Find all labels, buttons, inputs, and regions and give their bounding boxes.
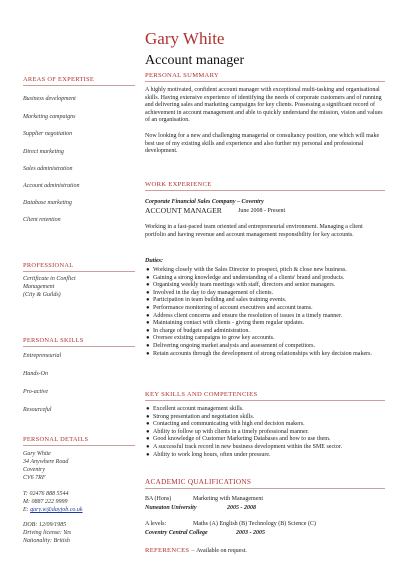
duty-item: ● Oversee existing campaigns to grow key accounts.: [146, 335, 275, 342]
bullet-icon: ●: [146, 443, 150, 450]
professional-line: Management: [23, 284, 55, 290]
expertise-item: Client retention: [23, 217, 61, 223]
bullet-icon: ●: [146, 312, 150, 319]
skill-item: Hands-On: [23, 371, 48, 377]
bullet-icon: ●: [146, 350, 150, 357]
position-title: ACCOUNT MANAGER: [145, 206, 222, 215]
divider: [145, 190, 385, 191]
divider: [23, 85, 135, 86]
expertise-item: Account administration: [23, 183, 80, 189]
candidate-name: Gary White: [145, 29, 225, 48]
experience-heading: WORK EXPERIENCE: [145, 181, 212, 188]
university: Nuneaton University: [145, 505, 197, 511]
skill-item: Entrepreneurial: [23, 353, 62, 359]
bullet-icon: ●: [146, 335, 150, 342]
alevels-label: A levels:: [145, 521, 167, 527]
duty-item: ● Working closely with the Sales Director to prospect, pitch & close new business.: [146, 267, 347, 273]
bullet-icon: ●: [146, 406, 150, 412]
bullet-icon: ●: [146, 320, 150, 327]
duty-item: ● Involved in the day to day management of clients.: [146, 289, 274, 296]
duty-item: ● In charge of budgets and administration.: [146, 327, 250, 334]
expertise-item: Marketing campaigns: [23, 114, 76, 120]
nationality: Nationality: British: [23, 538, 70, 544]
degree-row: [145, 496, 385, 504]
college-dates: 2003 - 2005: [236, 530, 265, 536]
bullet-icon: ●: [146, 436, 150, 443]
duty-item: ● Retain accounts through the development of strong relationships with key decision makers.: [146, 350, 372, 357]
divider: [145, 488, 385, 489]
skill-item: Pro-active: [23, 389, 49, 395]
bullet-icon: ●: [146, 274, 150, 281]
bullet-icon: ●: [146, 421, 150, 428]
duty-item: ● Participation in team building and sales training events.: [146, 297, 287, 304]
key-skills-heading: KEY SKILLS AND COMPETENCIES: [145, 391, 258, 398]
mobile: M: 0887 222 9999: [23, 499, 68, 505]
divider: [145, 400, 385, 401]
role-description: Working in a fast-paced team oriented and entrepreneurial environment. Managing a client portfolio and having revenue and account management responsibility for key accounts.: [145, 224, 363, 238]
alevels-row: [145, 521, 385, 529]
academic-heading: ACADEMIC QUALIFICATIONS: [145, 478, 252, 486]
degree-subject: Marketing with Management: [193, 496, 263, 502]
position-dates: June 2008 - Present: [238, 208, 286, 214]
duty-item: ● Delivering ongoing market analysis and assessment of competitors.: [146, 342, 315, 349]
divider: [145, 81, 385, 82]
duties-label: Duties:: [145, 258, 163, 264]
professional-heading: PROFESSIONAL: [23, 262, 74, 269]
summary-heading: PERSONAL SUMMARY: [145, 72, 219, 79]
bullet-icon: ●: [146, 451, 150, 458]
key-skill-item: ● Strong presentation and negotiation skills.: [146, 413, 255, 420]
duties-list: [145, 267, 385, 358]
bullet-icon: ●: [146, 297, 150, 304]
references-heading: REFERENCES –: [145, 547, 195, 554]
job-title: Account manager: [145, 53, 245, 68]
professional-line: Certificate in Conflict: [23, 276, 76, 282]
bullet-icon: ●: [146, 413, 150, 420]
duty-item: ● Gaining a strong knowledge and understanding of a clients' brand and products.: [146, 274, 345, 281]
position-row: [145, 207, 385, 215]
bullet-icon: ●: [146, 289, 150, 296]
expertise-item: Business development: [23, 96, 76, 102]
expertise-item: Database marketing: [23, 200, 72, 206]
college-row: [145, 530, 385, 538]
driving-license: Driving license: Yes: [23, 530, 72, 536]
address-line: Coventry: [23, 467, 45, 473]
bullet-icon: ●: [146, 342, 150, 349]
key-skill-item: ● Ability to follow up with clients in a timely professional manner.: [146, 428, 309, 435]
divider: [23, 346, 135, 347]
expertise-heading: AREAS OF EXPERTISE: [23, 76, 95, 83]
key-skills-list: [145, 406, 385, 459]
university-row: [145, 505, 385, 513]
bullet-icon: ●: [146, 327, 150, 334]
details-heading: PERSONAL DETAILS: [23, 436, 89, 443]
phone: T: 02476 888 5544: [23, 491, 69, 497]
bullet-icon: ●: [146, 304, 150, 311]
bullet-icon: ●: [146, 282, 150, 289]
skills-heading: PERSONAL SKILLS: [23, 337, 84, 344]
duty-item: ● Organising weekly team meetings with staff, directors and senior managers.: [146, 282, 336, 289]
email-link[interactable]: gary.w@dayjob.co.uk: [30, 507, 83, 513]
college: Coventry Central College: [145, 530, 208, 536]
duty-item: ● Address client concerns and ensure the resolution of issues in a timely manner.: [146, 312, 343, 319]
duty-item: ● Performance monitoring of account executives and account teams.: [146, 304, 313, 311]
expertise-item: Sales administration: [23, 166, 73, 172]
summary-paragraph: Now looking for a new and challenging managerial or consultancy position, one which will make best use of my existing skills and experience and also further my personal and professional development.: [145, 133, 380, 155]
references-row: [145, 547, 385, 556]
address-line: CV6 7RF: [23, 475, 46, 481]
references-text: Available on request.: [196, 548, 247, 554]
dob: DOB: 12/09/1985: [23, 522, 67, 528]
expertise-item: Direct marketing: [23, 149, 64, 155]
professional-line: (City & Guilds): [23, 292, 61, 298]
expertise-item: Supplier negotiation: [23, 131, 73, 137]
key-skill-item: ● A successful track record in new business development within the SME sector.: [146, 443, 342, 450]
address-line: Gary White: [23, 451, 51, 457]
summary-paragraph: A highly motivated, confident account manager with exceptional multi-tasking and organisational skills. Having extensive experience of identifying the needs of corporate customers and of running and delivering sales and marketing campaigns for key clients. Possessing a significant record of achievement in account management and able to quickly understand the mission, vision and values of an organisation.: [145, 87, 383, 124]
degree: BA (Hons): [145, 496, 172, 502]
divider: [23, 445, 135, 446]
key-skill-item: ● Contacting and communicating with high end decision makers.: [146, 421, 305, 428]
bullet-icon: ●: [146, 428, 150, 435]
university-dates: 2005 - 2008: [227, 505, 256, 511]
divider: [23, 271, 135, 272]
key-skill-item: ● Excellent account management skills.: [146, 406, 244, 412]
alevels-subjects: Maths (A) English (B) Technology (B) Science (C): [193, 521, 316, 527]
duty-item: ● Maintaining contact with clients - giving them regular updates.: [146, 320, 305, 327]
company-name: Corporate Financial Sales Company – Coventry: [145, 199, 264, 205]
address-line: 34 Anywhere Road: [23, 459, 69, 465]
email-prefix: E:: [23, 507, 29, 513]
skill-item: Resourceful: [23, 407, 52, 413]
email-row: [23, 507, 83, 514]
key-skill-item: ● Ability to work long hours, often under pressure.: [146, 451, 271, 458]
key-skill-item: ● Good knowledge of Customer Marketing Databases and how to use them.: [146, 436, 331, 443]
bullet-icon: ●: [146, 267, 150, 273]
